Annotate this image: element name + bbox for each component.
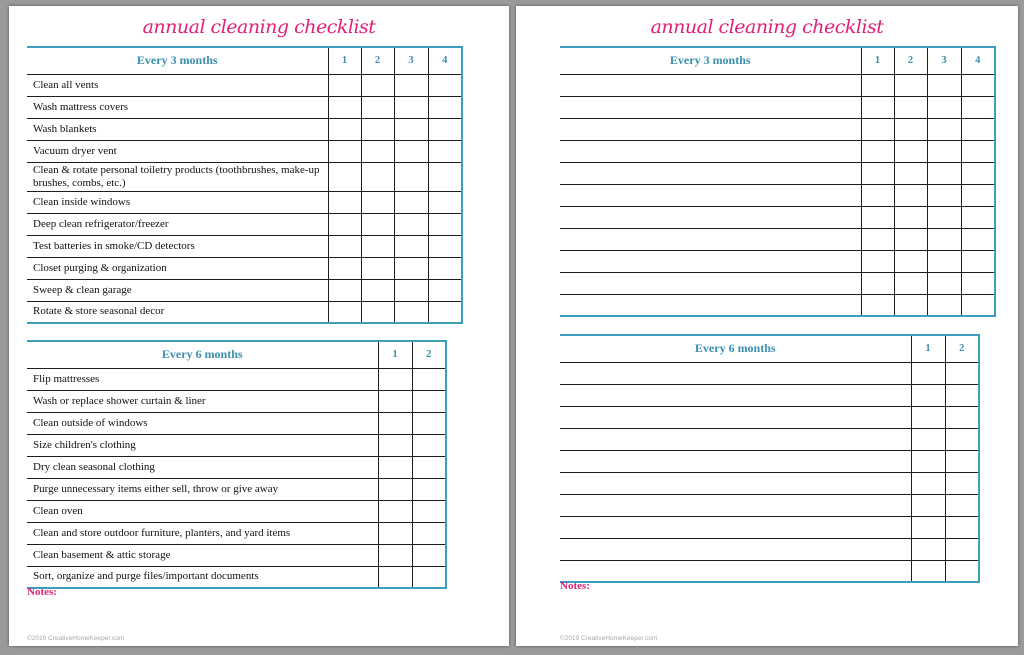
column-number: 1 (378, 341, 412, 368)
check-box-cell[interactable] (961, 96, 995, 118)
check-box-cell[interactable] (428, 74, 462, 96)
table-row (27, 162, 462, 191)
check-box-cell[interactable] (927, 140, 961, 162)
column-number: 3 (927, 47, 961, 74)
table-row (27, 544, 446, 566)
task-label (560, 516, 911, 538)
check-box-cell[interactable] (412, 478, 446, 500)
task-label (560, 494, 911, 516)
table-row (27, 368, 446, 390)
task-label: Rotate & store seasonal decor (27, 301, 328, 323)
check-box-cell[interactable] (412, 456, 446, 478)
check-box-cell[interactable] (328, 301, 361, 323)
task-label (560, 428, 911, 450)
check-box-cell[interactable] (945, 538, 979, 560)
table-row (560, 272, 995, 294)
check-box-cell[interactable] (428, 96, 462, 118)
table-row (560, 74, 995, 96)
blank-rows (560, 74, 995, 316)
table-header-row (27, 47, 462, 74)
copyright-footer: ©2019 CreativeHomeKeeper.com (560, 635, 658, 642)
check-box-cell[interactable] (378, 412, 412, 434)
column-number: 4 (428, 47, 462, 74)
check-box-cell[interactable] (378, 456, 412, 478)
check-box-cell[interactable] (927, 250, 961, 272)
table-row (27, 213, 462, 235)
check-box-cell[interactable] (911, 450, 945, 472)
table-row (27, 434, 446, 456)
task-label (560, 362, 911, 384)
check-box-cell[interactable] (378, 434, 412, 456)
check-box-cell[interactable] (927, 228, 961, 250)
task-label (560, 450, 911, 472)
check-box-cell[interactable] (927, 118, 961, 140)
check-box-cell[interactable] (394, 279, 428, 301)
check-box-cell[interactable] (961, 74, 995, 96)
check-box-cell[interactable] (927, 74, 961, 96)
check-box-cell[interactable] (945, 494, 979, 516)
task-label (560, 250, 861, 272)
section-heading: Every 3 months (560, 47, 861, 74)
table-row (560, 406, 979, 428)
check-box-cell[interactable] (428, 118, 462, 140)
check-box-cell[interactable] (961, 250, 995, 272)
check-box-cell[interactable] (911, 538, 945, 560)
check-box-cell[interactable] (428, 162, 462, 191)
task-rows (27, 74, 462, 323)
check-box-cell[interactable] (927, 96, 961, 118)
check-box-cell[interactable] (927, 162, 961, 184)
column-number: 1 (911, 335, 945, 362)
check-box-cell[interactable] (412, 566, 446, 588)
table-row (27, 279, 462, 301)
notes-label: Notes: (27, 586, 57, 598)
check-box-cell[interactable] (961, 228, 995, 250)
check-box-cell[interactable] (412, 390, 446, 412)
task-label (560, 162, 861, 184)
task-label (560, 406, 911, 428)
task-label (560, 472, 911, 494)
task-label (560, 74, 861, 96)
check-box-cell[interactable] (361, 257, 394, 279)
table-row (27, 118, 462, 140)
table-row (560, 140, 995, 162)
check-box-cell[interactable] (927, 294, 961, 316)
check-box-cell[interactable] (861, 96, 894, 118)
table-row (27, 74, 462, 96)
check-box-cell[interactable] (394, 140, 428, 162)
table-row (27, 500, 446, 522)
check-box-cell[interactable] (894, 162, 927, 184)
table-row (27, 456, 446, 478)
task-label: Purge unnecessary items either sell, throw or give away (27, 478, 378, 500)
task-label: Dry clean seasonal clothing (27, 456, 378, 478)
table-header-row (560, 47, 995, 74)
task-label: Vacuum dryer vent (27, 140, 328, 162)
check-box-cell[interactable] (861, 74, 894, 96)
section-heading: Every 6 months (27, 341, 378, 368)
check-box-cell[interactable] (911, 428, 945, 450)
table-header-row (560, 335, 979, 362)
check-box-cell[interactable] (961, 184, 995, 206)
task-label: Wash or replace shower curtain & liner (27, 390, 378, 412)
check-box-cell[interactable] (861, 228, 894, 250)
check-box-cell[interactable] (945, 450, 979, 472)
three-month-table (560, 46, 996, 317)
check-box-cell[interactable] (961, 140, 995, 162)
check-box-cell[interactable] (394, 235, 428, 257)
table-row (560, 362, 979, 384)
check-box-cell[interactable] (361, 74, 394, 96)
six-month-table (27, 340, 447, 589)
check-box-cell[interactable] (361, 279, 394, 301)
check-box-cell[interactable] (945, 406, 979, 428)
table-row (27, 235, 462, 257)
check-box-cell[interactable] (412, 544, 446, 566)
task-label: Test batteries in smoke/CD detectors (27, 235, 328, 257)
checklist-page-blank (516, 6, 1018, 646)
check-box-cell[interactable] (428, 301, 462, 323)
check-box-cell[interactable] (945, 516, 979, 538)
task-label (560, 294, 861, 316)
task-label: Closet purging & organization (27, 257, 328, 279)
notes-label: Notes: (560, 580, 590, 592)
task-label (560, 538, 911, 560)
check-box-cell[interactable] (861, 206, 894, 228)
table-row (27, 390, 446, 412)
check-box-cell[interactable] (378, 390, 412, 412)
check-box-cell[interactable] (894, 228, 927, 250)
check-box-cell[interactable] (394, 301, 428, 323)
check-box-cell[interactable] (911, 384, 945, 406)
check-box-cell[interactable] (911, 494, 945, 516)
check-box-cell[interactable] (328, 213, 361, 235)
check-box-cell[interactable] (428, 257, 462, 279)
table-row (560, 494, 979, 516)
table-row (27, 140, 462, 162)
table-row (560, 516, 979, 538)
task-label: Clean & rotate personal toiletry products (toothbrushes, make-up brushes, combs, etc.) (27, 162, 328, 191)
column-number: 2 (894, 47, 927, 74)
check-box-cell[interactable] (961, 294, 995, 316)
task-label: Clean inside windows (27, 191, 328, 213)
check-box-cell[interactable] (894, 140, 927, 162)
check-box-cell[interactable] (394, 213, 428, 235)
table-row (560, 428, 979, 450)
check-box-cell[interactable] (894, 206, 927, 228)
task-label: Sweep & clean garage (27, 279, 328, 301)
table-row (27, 522, 446, 544)
check-box-cell[interactable] (412, 412, 446, 434)
table-row (27, 96, 462, 118)
task-label (560, 118, 861, 140)
table-row (560, 450, 979, 472)
check-box-cell[interactable] (911, 362, 945, 384)
check-box-cell[interactable] (378, 566, 412, 588)
check-box-cell[interactable] (911, 472, 945, 494)
task-label: Clean and store outdoor furniture, planters, and yard items (27, 522, 378, 544)
checklist-page-filled (9, 6, 509, 646)
table-row (560, 250, 995, 272)
task-label: Flip mattresses (27, 368, 378, 390)
check-box-cell[interactable] (945, 384, 979, 406)
check-box-cell[interactable] (894, 96, 927, 118)
check-box-cell[interactable] (412, 500, 446, 522)
table-row (560, 96, 995, 118)
check-box-cell[interactable] (361, 213, 394, 235)
check-box-cell[interactable] (861, 118, 894, 140)
task-rows (27, 368, 446, 588)
check-box-cell[interactable] (412, 434, 446, 456)
table-row (27, 301, 462, 323)
check-box-cell[interactable] (861, 162, 894, 184)
table-row (560, 118, 995, 140)
task-label (560, 184, 861, 206)
table-row (560, 228, 995, 250)
check-box-cell[interactable] (412, 368, 446, 390)
check-box-cell[interactable] (328, 279, 361, 301)
copyright-footer: ©2019 CreativeHomeKeeper.com (27, 635, 125, 642)
check-box-cell[interactable] (361, 140, 394, 162)
column-number: 3 (394, 47, 428, 74)
check-box-cell[interactable] (328, 235, 361, 257)
table-row (560, 472, 979, 494)
check-box-cell[interactable] (361, 118, 394, 140)
check-box-cell[interactable] (361, 235, 394, 257)
check-box-cell[interactable] (945, 472, 979, 494)
task-label (560, 228, 861, 250)
column-number: 1 (328, 47, 361, 74)
table-row (560, 384, 979, 406)
check-box-cell[interactable] (861, 294, 894, 316)
task-label: Sort, organize and purge files/important documents (27, 566, 378, 588)
check-box-cell[interactable] (394, 162, 428, 191)
check-box-cell[interactable] (361, 96, 394, 118)
table-row (560, 294, 995, 316)
check-box-cell[interactable] (961, 206, 995, 228)
check-box-cell[interactable] (894, 250, 927, 272)
table-row (27, 412, 446, 434)
column-number: 2 (945, 335, 979, 362)
table-row (560, 206, 995, 228)
page-title: annual cleaning checklist (142, 16, 376, 38)
check-box-cell[interactable] (961, 272, 995, 294)
check-box-cell[interactable] (361, 191, 394, 213)
check-box-cell[interactable] (945, 560, 979, 582)
column-number: 2 (412, 341, 446, 368)
check-box-cell[interactable] (394, 257, 428, 279)
check-box-cell[interactable] (961, 118, 995, 140)
check-box-cell[interactable] (412, 522, 446, 544)
table-row (560, 162, 995, 184)
check-box-cell[interactable] (378, 522, 412, 544)
task-label: Deep clean refrigerator/freezer (27, 213, 328, 235)
task-label: Clean oven (27, 500, 378, 522)
check-box-cell[interactable] (861, 250, 894, 272)
column-number: 2 (361, 47, 394, 74)
check-box-cell[interactable] (911, 560, 945, 582)
check-box-cell[interactable] (911, 516, 945, 538)
check-box-cell[interactable] (894, 184, 927, 206)
table-row (560, 560, 979, 582)
six-month-table (560, 334, 980, 583)
check-box-cell[interactable] (861, 140, 894, 162)
task-label: Size children's clothing (27, 434, 378, 456)
three-month-table (27, 46, 463, 324)
check-box-cell[interactable] (927, 272, 961, 294)
check-box-cell[interactable] (428, 213, 462, 235)
table-row (27, 257, 462, 279)
task-label: Clean outside of windows (27, 412, 378, 434)
check-box-cell[interactable] (378, 500, 412, 522)
check-box-cell[interactable] (328, 74, 361, 96)
check-box-cell[interactable] (394, 96, 428, 118)
check-box-cell[interactable] (894, 272, 927, 294)
check-box-cell[interactable] (927, 206, 961, 228)
check-box-cell[interactable] (394, 118, 428, 140)
table-row (560, 184, 995, 206)
check-box-cell[interactable] (378, 478, 412, 500)
task-label: Clean all vents (27, 74, 328, 96)
check-box-cell[interactable] (861, 272, 894, 294)
task-label (560, 206, 861, 228)
check-box-cell[interactable] (894, 118, 927, 140)
task-label (560, 272, 861, 294)
check-box-cell[interactable] (894, 74, 927, 96)
section-heading: Every 3 months (27, 47, 328, 74)
check-box-cell[interactable] (328, 140, 361, 162)
check-box-cell[interactable] (911, 406, 945, 428)
column-number: 4 (961, 47, 995, 74)
check-box-cell[interactable] (894, 294, 927, 316)
task-label (560, 96, 861, 118)
task-label: Wash mattress covers (27, 96, 328, 118)
blank-rows (560, 362, 979, 582)
check-box-cell[interactable] (927, 184, 961, 206)
check-box-cell[interactable] (378, 544, 412, 566)
table-row (27, 191, 462, 213)
check-box-cell[interactable] (428, 140, 462, 162)
check-box-cell[interactable] (328, 118, 361, 140)
check-box-cell[interactable] (861, 184, 894, 206)
check-box-cell[interactable] (961, 162, 995, 184)
check-box-cell[interactable] (394, 74, 428, 96)
check-box-cell[interactable] (328, 162, 361, 191)
table-row (27, 566, 446, 588)
check-box-cell[interactable] (328, 257, 361, 279)
table-header-row (27, 341, 446, 368)
task-label (560, 560, 911, 582)
task-label (560, 140, 861, 162)
task-label: Clean basement & attic storage (27, 544, 378, 566)
check-box-cell[interactable] (394, 191, 428, 213)
check-box-cell[interactable] (428, 235, 462, 257)
check-box-cell[interactable] (945, 362, 979, 384)
table-row (27, 478, 446, 500)
check-box-cell[interactable] (328, 191, 361, 213)
check-box-cell[interactable] (328, 96, 361, 118)
task-label (560, 384, 911, 406)
table-row (560, 538, 979, 560)
column-number: 1 (861, 47, 894, 74)
check-box-cell[interactable] (428, 191, 462, 213)
section-heading: Every 6 months (560, 335, 911, 362)
check-box-cell[interactable] (361, 301, 394, 323)
page-title: annual cleaning checklist (650, 16, 884, 38)
check-box-cell[interactable] (378, 368, 412, 390)
check-box-cell[interactable] (361, 162, 394, 191)
check-box-cell[interactable] (428, 279, 462, 301)
check-box-cell[interactable] (945, 428, 979, 450)
task-label: Wash blankets (27, 118, 328, 140)
